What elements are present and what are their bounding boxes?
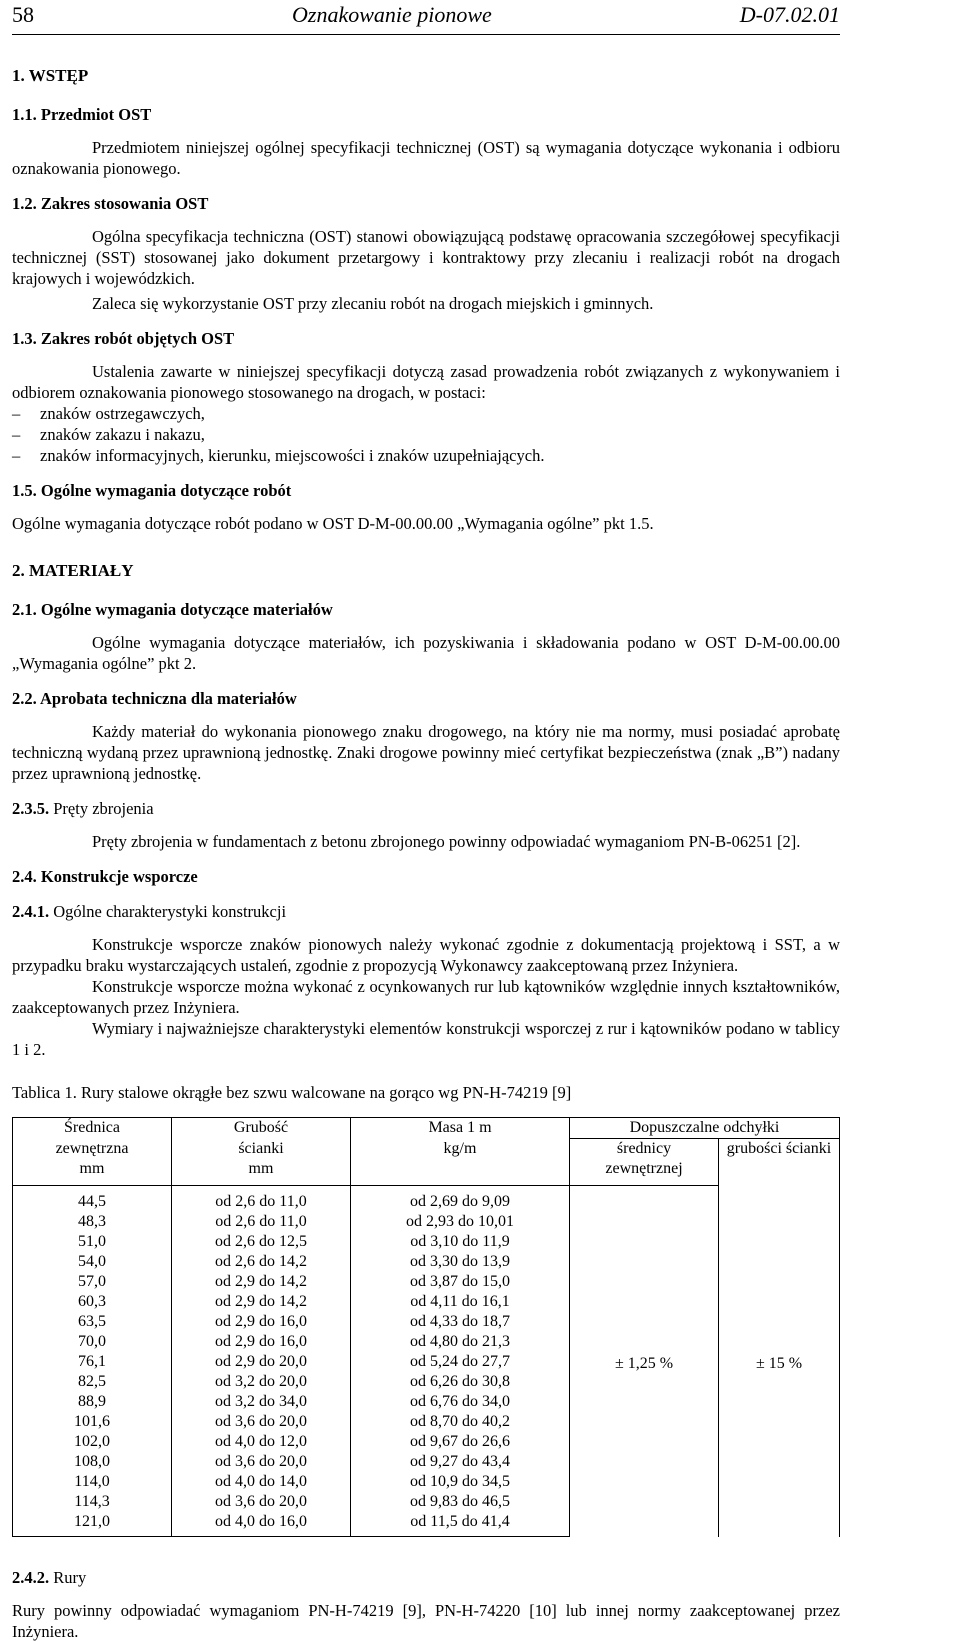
cell-diameter: 57,0 xyxy=(13,1272,172,1292)
section-2-3-5-title: Pręty zbrojenia xyxy=(53,799,154,818)
section-2-4-1-number: 2.4.1. xyxy=(12,902,50,921)
header-mass-unit: kg/m xyxy=(351,1139,570,1160)
section-1-2-text-2: Zaleca się wykorzystanie OST przy zlecaniu robót na drogach miejskich i gminnych. xyxy=(92,294,654,313)
cell-mass: od 4,33 do 18,7 xyxy=(351,1312,570,1332)
header-diameter-line2: zewnętrzna xyxy=(13,1139,172,1160)
section-1-heading: 1. WSTĘP xyxy=(12,66,89,85)
header-tolerance: Dopuszczalne odchyłki xyxy=(570,1118,840,1139)
cell-wall: od 2,9 do 14,2 xyxy=(172,1292,351,1312)
pipe-table xyxy=(12,1117,840,1537)
section-2-2-heading: 2.2. Aprobata techniczna dla materiałów xyxy=(12,689,297,708)
table-caption: Tablica 1. Rury stalowe okrągłe bez szwu walcowane na gorąco wg PN-H-74219 [9] xyxy=(12,1083,572,1102)
cell-diameter: 63,5 xyxy=(13,1312,172,1332)
cell-mass: od 3,10 do 11,9 xyxy=(351,1232,570,1252)
header-diameter-unit: mm xyxy=(13,1159,172,1186)
section-2-4-1-heading xyxy=(12,901,840,922)
pipe-table-body xyxy=(13,1186,840,1537)
header-wall-line2: ścianki xyxy=(172,1139,351,1160)
header-wall: Grubość xyxy=(172,1118,351,1139)
cell-mass: od 9,67 do 26,6 xyxy=(351,1432,570,1452)
section-2-heading: 2. MATERIAŁY xyxy=(12,561,134,580)
cell-wall: od 4,0 do 16,0 xyxy=(172,1512,351,1537)
section-2-1-heading: 2.1. Ogólne wymagania dotyczące materiałów xyxy=(12,600,333,619)
cell-wall: od 2,9 do 16,0 xyxy=(172,1332,351,1352)
section-2-4-2-number: 2.4.2. xyxy=(12,1568,50,1587)
cell-mass: od 11,5 do 41,4 xyxy=(351,1512,570,1537)
section-2-4-1-title: Ogólne charakterystyki konstrukcji xyxy=(53,902,287,921)
cell-mass: od 6,76 do 34,0 xyxy=(351,1392,570,1412)
document-page xyxy=(12,0,840,1642)
cell-wall: od 3,6 do 20,0 xyxy=(172,1492,351,1512)
cell-diameter: 114,0 xyxy=(13,1472,172,1492)
cell-wall: od 4,0 do 14,0 xyxy=(172,1472,351,1492)
cell-diameter: 70,0 xyxy=(13,1332,172,1352)
section-1-5-heading: 1.5. Ogólne wymagania dotyczące robót xyxy=(12,481,292,500)
list-item: – znaków informacyjnych, kierunku, miejscowości i znaków uzupełniających. xyxy=(12,445,840,466)
section-1-1-heading: 1.1. Przedmiot OST xyxy=(12,105,152,124)
cell-mass: od 9,27 do 43,4 xyxy=(351,1452,570,1472)
cell-mass: od 4,80 do 21,3 xyxy=(351,1332,570,1352)
cell-mass: od 8,70 do 40,2 xyxy=(351,1412,570,1432)
section-1-3-heading: 1.3. Zakres robót objętych OST xyxy=(12,329,235,348)
cell-mass: od 5,24 do 27,7 xyxy=(351,1352,570,1372)
cell-mass: od 3,87 do 15,0 xyxy=(351,1272,570,1292)
cell-wall: od 3,6 do 20,0 xyxy=(172,1452,351,1472)
cell-wall: od 2,6 do 11,0 xyxy=(172,1186,351,1213)
cell-mass: od 6,26 do 30,8 xyxy=(351,1372,570,1392)
header-mass-empty xyxy=(351,1159,570,1186)
cell-wall: od 2,9 do 20,0 xyxy=(172,1352,351,1372)
section-2-4-2-title: Rury xyxy=(53,1568,87,1587)
cell-mass: od 4,11 do 16,1 xyxy=(351,1292,570,1312)
cell-diameter: 114,3 xyxy=(13,1492,172,1512)
spec-code: D-07.02.01 xyxy=(739,2,840,27)
section-2-4-1-text-3: Wymiary i najważniejsze charakterystyki elementów konstrukcji wsporczej z rur i kątowników podano w tablicy 1 i 2. xyxy=(12,1019,840,1059)
cell-wall: od 2,6 do 11,0 xyxy=(172,1212,351,1232)
cell-tol-wall: ± 15 % xyxy=(719,1186,840,1537)
cell-diameter: 82,5 xyxy=(13,1372,172,1392)
cell-wall: od 2,6 do 14,2 xyxy=(172,1252,351,1272)
section-1-3-text: Ustalenia zawarte w niniejszej specyfikacji dotyczą zasad prowadzenia robót związanych z wykonywaniem i odbiorem oznakowania pionowego stosowanego na drogach, w postaci: xyxy=(12,362,840,402)
cell-wall: od 2,6 do 12,5 xyxy=(172,1232,351,1252)
section-2-4-1-text-2: Konstrukcje wsporcze można wykonać z ocynkowanych rur lub kątowników względnie innych kształtowników, zaakceptowanych przez Inżyniera. xyxy=(12,977,840,1017)
section-2-3-5-number: 2.3.5. xyxy=(12,799,50,818)
cell-diameter: 48,3 xyxy=(13,1212,172,1232)
section-2-2-text: Każdy materiał do wykonania pionowego znaku drogowego, na który nie ma normy, musi posiadać aprobatę techniczną wydaną przez uprawnioną jednostkę. Znaki drogowe powinny mieć certyfikat bezpieczeństwa (znak „B”) nadany przez uprawnioną jednostkę. xyxy=(12,722,840,783)
page-number: 58 xyxy=(12,2,34,27)
section-1-2-heading: 1.2. Zakres stosowania OST xyxy=(12,194,209,213)
header-wall-unit: mm xyxy=(172,1159,351,1186)
table-row xyxy=(13,1186,840,1213)
section-2-4-heading: 2.4. Konstrukcje wsporcze xyxy=(12,867,198,886)
cell-wall: od 3,2 do 20,0 xyxy=(172,1372,351,1392)
header-mass: Masa 1 m xyxy=(351,1118,570,1139)
section-2-4-1-text-1: Konstrukcje wsporcze znaków pionowych należy wykonać zgodnie z dokumentacją projektową i SST, a w przypadku braku wystarczających ustaleń, zgodnie z propozycją Wykonawcy zaakceptowaną przez Inżyniera. xyxy=(12,935,840,975)
section-2-4-2-text: Rury powinny odpowiadać wymaganiom PN-H-74219 [9], PN-H-74220 [10] lub innej normy zaakceptowanej przez Inżyniera. xyxy=(12,1601,840,1641)
cell-wall: od 2,9 do 14,2 xyxy=(172,1272,351,1292)
list-item: – znaków zakazu i nakazu, xyxy=(12,424,840,445)
header-tol-wall: grubości ścianki xyxy=(719,1139,840,1186)
cell-diameter: 44,5 xyxy=(13,1186,172,1213)
list-item: – znaków ostrzegawczych, xyxy=(12,403,840,424)
section-1-1-text: Przedmiotem niniejszej ogólnej specyfikacji technicznej (OST) są wymagania dotyczące wykonania i odbioru oznakowania pionowego. xyxy=(12,138,840,178)
cell-diameter: 102,0 xyxy=(13,1432,172,1452)
cell-diameter: 121,0 xyxy=(13,1512,172,1537)
page-header xyxy=(12,0,840,35)
header-tol-diameter: średnicy xyxy=(570,1139,719,1160)
cell-diameter: 76,1 xyxy=(13,1352,172,1372)
section-2-3-5-heading xyxy=(12,798,840,819)
header-diameter: Średnica xyxy=(13,1118,172,1139)
cell-wall: od 4,0 do 12,0 xyxy=(172,1432,351,1452)
cell-mass: od 2,69 do 9,09 xyxy=(351,1186,570,1213)
header-tol-diameter-line2: zewnętrznej xyxy=(570,1159,719,1186)
cell-wall: od 3,6 do 20,0 xyxy=(172,1412,351,1432)
section-1-5-text: Ogólne wymagania dotyczące robót podano w OST D-M-00.00.00 „Wymagania ogólne” pkt 1.5. xyxy=(12,514,654,533)
cell-diameter: 101,6 xyxy=(13,1412,172,1432)
cell-diameter: 54,0 xyxy=(13,1252,172,1272)
cell-tol-diameter: ± 1,25 % xyxy=(570,1186,719,1537)
section-2-3-5-text: Pręty zbrojenia w fundamentach z betonu zbrojonego powinny odpowiadać wymaganiom PN-B-06251 [2]. xyxy=(92,832,801,851)
section-2-1-text: Ogólne wymagania dotyczące materiałów, ich pozyskiwania i składowania podano w OST D-M-00.00.00 „Wymagania ogólne” pkt 2. xyxy=(12,633,840,673)
section-2-4-2-heading xyxy=(12,1567,840,1588)
cell-mass: od 9,83 do 46,5 xyxy=(351,1492,570,1512)
cell-diameter: 108,0 xyxy=(13,1452,172,1472)
section-1-2-text-1: Ogólna specyfikacja techniczna (OST) stanowi obowiązującą podstawę opracowania szczegółowej specyfikacji technicznej (SST) stosowanej jako dokument przetargowy i kontraktowy przy zlecaniu i realizacji robót na drogach krajowych i wojewódzkich. xyxy=(12,227,840,288)
cell-wall: od 3,2 do 34,0 xyxy=(172,1392,351,1412)
cell-wall: od 2,9 do 16,0 xyxy=(172,1312,351,1332)
cell-diameter: 88,9 xyxy=(13,1392,172,1412)
cell-diameter: 51,0 xyxy=(13,1232,172,1252)
cell-diameter: 60,3 xyxy=(13,1292,172,1312)
cell-mass: od 3,30 do 13,9 xyxy=(351,1252,570,1272)
cell-mass: od 2,93 do 10,01 xyxy=(351,1212,570,1232)
section-1-3-list xyxy=(12,403,840,466)
running-title: Oznakowanie pionowe xyxy=(292,2,492,27)
cell-mass: od 10,9 do 34,5 xyxy=(351,1472,570,1492)
